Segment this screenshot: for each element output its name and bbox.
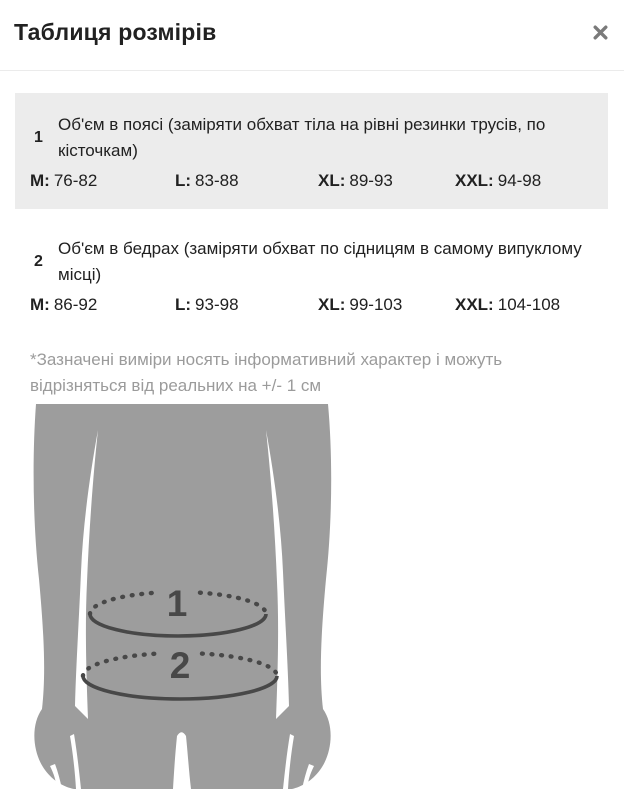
size-value: 86-92 — [53, 295, 98, 314]
size-value: 93-98 — [195, 295, 239, 314]
measurement-figure — [28, 404, 336, 789]
section-number: 1 — [34, 129, 43, 146]
modal-title: Таблиця розмірів — [14, 19, 217, 45]
size-item — [455, 294, 588, 316]
size-label: XXL: — [455, 171, 494, 190]
size-item — [175, 294, 318, 316]
section-description: Об'єм в поясі (заміряти обхват тіла на рівні резинки трусів, по кісточкам) — [58, 115, 546, 160]
size-label: XL: — [318, 171, 346, 190]
size-value: 76-82 — [53, 171, 98, 190]
size-item — [318, 294, 455, 316]
sizes-row — [30, 294, 588, 316]
size-label: L: — [175, 171, 192, 190]
size-value: 89-93 — [349, 171, 393, 190]
size-item — [175, 170, 318, 192]
size-value: 94-98 — [497, 171, 542, 190]
section-number: 2 — [34, 253, 43, 270]
modal-header — [0, 0, 624, 71]
size-section-hips — [15, 217, 608, 333]
size-value: 99-103 — [349, 295, 403, 314]
size-item — [455, 170, 588, 192]
size-section-waist — [15, 93, 608, 209]
size-item — [30, 294, 175, 316]
size-label: XXL: — [455, 295, 494, 314]
size-item — [30, 170, 175, 192]
size-label: M: — [30, 295, 50, 314]
size-item — [318, 170, 455, 192]
section-description: Об'єм в бедрах (заміряти обхват по сідницям в самому випуклому місці) — [58, 239, 582, 284]
close-icon — [592, 24, 609, 41]
size-label: L: — [175, 295, 192, 314]
size-value: 104-108 — [497, 295, 561, 314]
size-label: M: — [30, 171, 50, 190]
close-button[interactable] — [589, 21, 611, 43]
disclaimer-note: *Зазначені виміри носять інформативний характер і можуть відрізняться від реальних на +/- 1 см — [30, 350, 503, 395]
size-label: XL: — [318, 295, 346, 314]
sizes-row — [30, 170, 588, 192]
figure-label-hips: 2 — [169, 645, 191, 686]
figure-label-waist: 1 — [166, 583, 188, 624]
size-value: 83-88 — [195, 171, 239, 190]
